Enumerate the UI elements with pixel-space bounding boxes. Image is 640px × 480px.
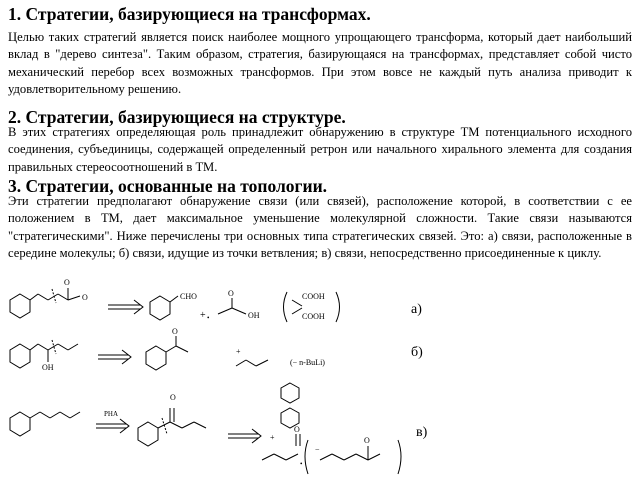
svg-text:O: O [172,327,178,336]
section2-paragraph: В этих стратегиях определяющая роль принадлежит обнаружению в структуре ТМ потенциального исходного соединения, субъединицы, содержащей определенный ретрон или начального хирального элемента для создания правильных стереосоотношений в ТМ. [8,125,632,174]
label-c: в) [416,425,428,440]
svg-text:COOH: COOH [302,292,325,301]
scheme-a-product1 [150,292,206,321]
svg-text:•: • [207,314,210,322]
scheme-b-arrow [98,350,131,364]
svg-text:O: O [294,425,300,434]
scheme-c-arrow1 [96,410,129,433]
svg-text:CHO: CHO [180,292,197,301]
svg-text:OH: OH [248,311,260,320]
scheme-a-product2 [207,289,260,322]
svg-text:−: − [315,445,320,454]
svg-text:PHA: PHA [104,410,119,418]
svg-text:O: O [170,393,176,402]
svg-text:O: O [364,436,370,445]
scheme-c-reactant [10,412,80,436]
label-b: б) [411,345,423,360]
section1-paragraph: Целью таких стратегий является поиск наиболее мощного упрощающего трансформа, который дает наибольший вклад в "дерево синтеза". Таким образом, стратегия, базирующаяся на трансформах, представляет собой чисто механический перебор всех возможных трансформов. При этом вовсе не каждый путь анализа приводит к удовлетворительному решению. [8,30,632,97]
scheme-a-arrow [108,300,143,314]
scheme-c-ketone [138,393,206,446]
scheme-a-reactant [10,278,88,318]
scheme-b-product1 [146,327,188,370]
svg-text:(− n-BuLi): (− n-BuLi) [290,358,325,367]
section3-heading: 3. Стратегии, основанные на топологии. [8,176,328,196]
scheme-c-products [262,383,401,474]
scheme-a-o-label: O [64,278,70,287]
scheme-a-o2-label: O [82,293,88,302]
svg-text:O: O [228,289,234,298]
section1-heading: 1. Стратегии, базирующиеся на трансформах. [8,4,371,24]
scheme-b-product2 [236,347,325,367]
svg-text:•: • [300,460,303,468]
scheme-b-reactant [10,340,78,372]
scheme-a-malonate [284,292,340,322]
section3-paragraph: Эти стратегии предполагают обнаружение связи (или связей), расположение которой, в соответствии с ее положением в ТМ, дает максимальное уменьшение молекулярной сложности. Такие связи называются "стратегическими". Ниже перечислены три основных типа стратегических связей. Это: а) связи, расположенные в середине молекулы; б) связи, идущие из точки ветвления; в) связи, непосредственно присоединенные к циклу. [8,194,632,261]
svg-text:+: + [200,310,206,321]
svg-text:COOH: COOH [302,312,325,321]
label-a: а) [411,302,422,317]
svg-text:+: + [236,347,241,356]
svg-text:+: + [270,433,275,442]
scheme-c-arrow2 [228,429,261,443]
section2-heading: 2. Стратегии, базирующиеся на структуре. [8,107,346,127]
svg-text:OH: OH [42,363,54,372]
